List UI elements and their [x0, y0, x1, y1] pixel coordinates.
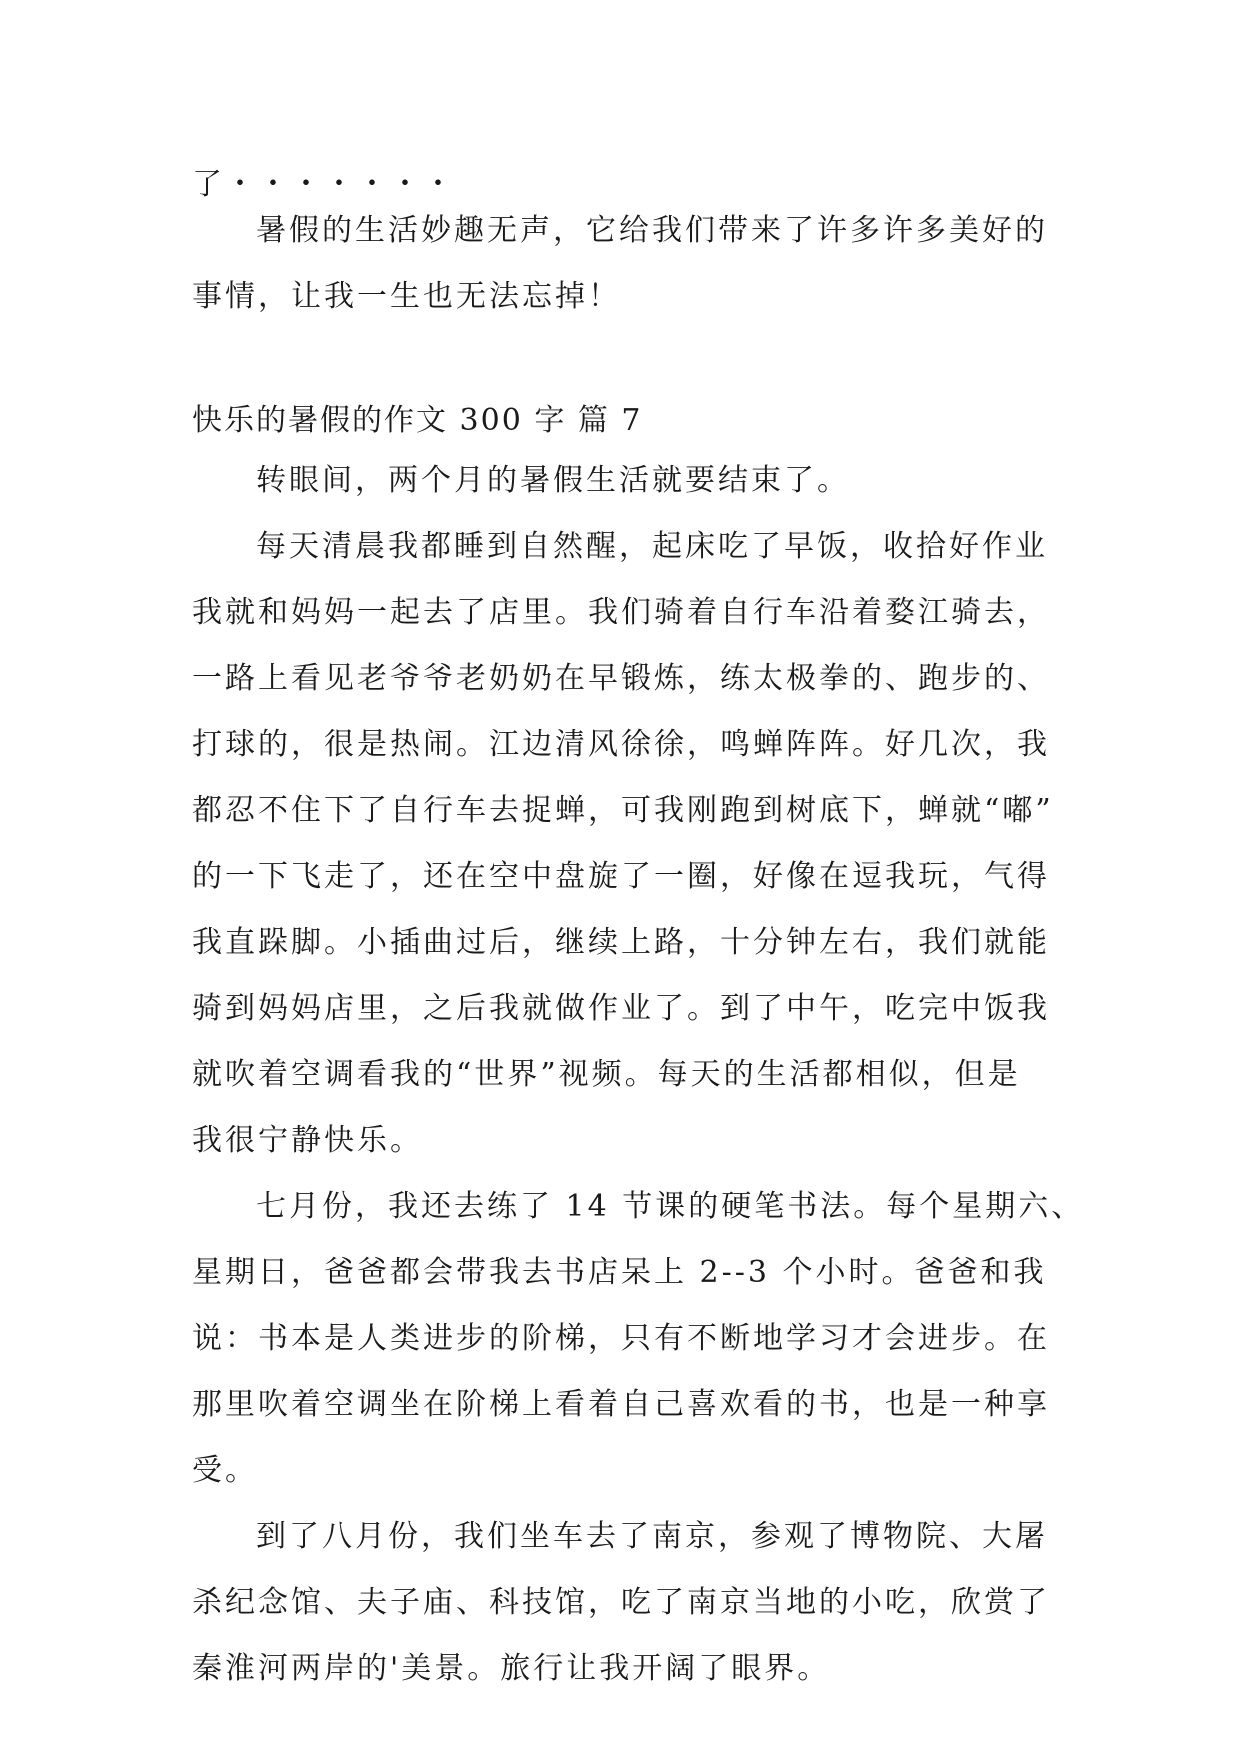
text-line: 都忍不住下了自行车去捉蝉，可我刚跑到树底下，蝉就“嘟”: [192, 793, 1054, 828]
text-line: 暑假的生活妙趣无声，它给我们带来了许多许多美好的: [256, 213, 1048, 248]
text-line: 说：书本是人类进步的阶梯，只有不断地学习才会进步。在: [192, 1321, 1050, 1356]
paragraph-3: [192, 1174, 1085, 1504]
text-line: 每天清晨我都睡到自然醒，起床吃了早饭，收拾好作业: [256, 529, 1048, 564]
text-line: 杀纪念馆、夫子庙、科技馆，吃了南京当地的小吃，欣赏了: [192, 1585, 1050, 1620]
paragraph-4: [192, 1504, 1050, 1702]
text-line: 就吹着空调看我的“世界”视频。每天的生活都相似，但是: [192, 1057, 1021, 1092]
text-line: 秦淮河两岸的'美景。旅行让我开阔了眼界。: [192, 1651, 831, 1686]
text-line: 事情，让我一生也无法忘掉！: [192, 279, 621, 314]
text-line: 了・・・・・・・: [192, 167, 456, 202]
text-line: 转眼间，两个月的暑假生活就要结束了。: [256, 463, 850, 498]
text-line: 到了八月份，我们坐车去了南京，参观了博物院、大屠: [256, 1519, 1048, 1554]
text-line: 七月份，我还去练了 14 节课的硬笔书法。每个星期六、: [256, 1189, 1085, 1224]
text-line: 那里吹着空调坐在阶梯上看着自己喜欢看的书，也是一种享: [192, 1387, 1050, 1422]
text-line: 我很宁静快乐。: [192, 1123, 423, 1158]
text-line: 的一下飞走了，还在空中盘旋了一圈，好像在逗我玩，气得: [192, 859, 1050, 894]
text-line: 打球的，很是热闹。江边清风徐徐，鸣蝉阵阵。好几次，我: [192, 727, 1050, 762]
paragraph-1: [192, 448, 1050, 514]
text-line: 一路上看见老爷爷老奶奶在早锻炼，练太极拳的、跑步的、: [192, 661, 1050, 696]
paragraph-2: [192, 514, 1054, 1174]
text-line: 我直跺脚。小插曲过后，继续上路，十分钟左右，我们就能: [192, 925, 1050, 960]
text-line: 我就和妈妈一起去了店里。我们骑着自行车沿着婺江骑去，: [192, 595, 1050, 630]
text-line: 受。: [192, 1453, 258, 1488]
text-line: 星期日，爸爸都会带我去书店呆上 2--3 个小时。爸爸和我: [192, 1255, 1047, 1290]
intro-paragraph: [192, 198, 1050, 330]
text-line: 骑到妈妈店里，之后我就做作业了。到了中午，吃完中饭我: [192, 991, 1050, 1026]
section-heading: 快乐的暑假的作文 300 字 篇 7: [192, 403, 643, 438]
